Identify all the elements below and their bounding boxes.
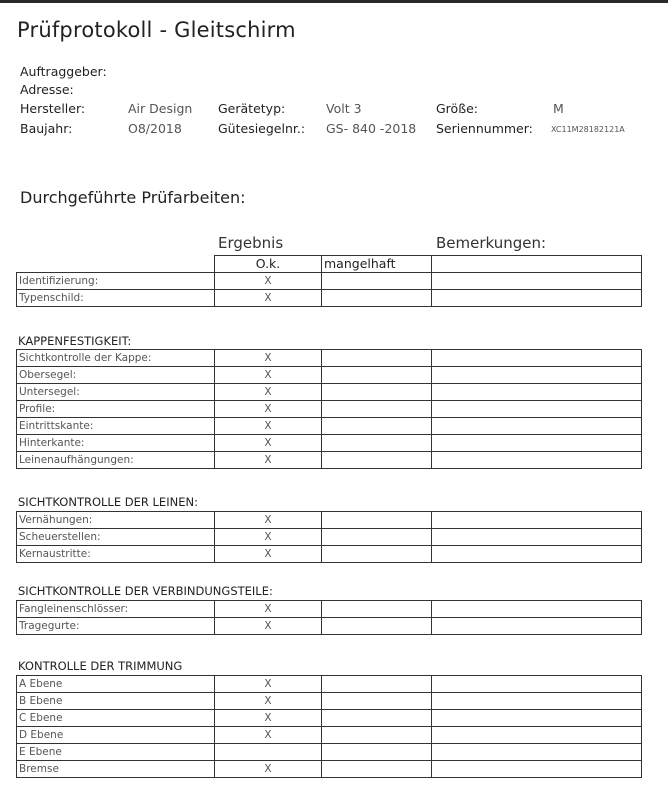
groesse-label: Größe:	[436, 101, 478, 116]
table-row	[17, 710, 642, 727]
table-kappenfestigkeit	[16, 349, 642, 469]
row-remark-cell	[432, 290, 642, 307]
header-bemerkungen-cell	[432, 256, 642, 273]
row-remark-cell	[432, 273, 642, 290]
row-label: Identifizierung:	[17, 273, 215, 290]
row-remark-cell	[432, 601, 642, 618]
table-row	[17, 367, 642, 384]
row-label: Untersegel:	[17, 384, 215, 401]
row-ok-cell: X	[215, 693, 322, 710]
row-label: Kernaustritte:	[17, 546, 215, 563]
table-row	[17, 418, 642, 435]
section-title: Durchgeführte Prüfarbeiten:	[20, 188, 246, 207]
row-ok-cell: X	[215, 273, 322, 290]
row-label: Eintrittskante:	[17, 418, 215, 435]
auftraggeber-label: Auftraggeber:	[20, 64, 107, 79]
row-mangelhaft-cell	[322, 601, 432, 618]
row-mangelhaft-cell	[322, 618, 432, 635]
seriennummer-value: XC11M28182121A	[551, 125, 625, 134]
row-remark-cell	[432, 761, 642, 778]
row-label: Bremse	[17, 761, 215, 778]
table-row	[17, 761, 642, 778]
group-title-leinen: SICHTKONTROLLE DER LEINEN:	[18, 495, 198, 509]
table-header-row	[17, 256, 642, 273]
row-mangelhaft-cell	[322, 290, 432, 307]
row-mangelhaft-cell	[322, 273, 432, 290]
row-label: Profile:	[17, 401, 215, 418]
row-remark-cell	[432, 676, 642, 693]
hersteller-value: Air Design	[128, 101, 193, 116]
row-mangelhaft-cell	[322, 401, 432, 418]
table-row	[17, 384, 642, 401]
row-mangelhaft-cell	[322, 546, 432, 563]
row-remark-cell	[432, 710, 642, 727]
header-mangelhaft-cell: mangelhaft	[322, 256, 432, 273]
table-row	[17, 290, 642, 307]
header-blank-cell	[17, 256, 215, 273]
row-ok-cell: X	[215, 418, 322, 435]
table-row	[17, 693, 642, 710]
row-mangelhaft-cell	[322, 529, 432, 546]
row-label: C Ebene	[17, 710, 215, 727]
row-ok-cell: X	[215, 401, 322, 418]
adresse-label: Adresse:	[20, 82, 74, 97]
row-ok-cell: X	[215, 367, 322, 384]
row-remark-cell	[432, 546, 642, 563]
row-ok-cell: X	[215, 618, 322, 635]
row-mangelhaft-cell	[322, 512, 432, 529]
column-heading-ergebnis: Ergebnis	[218, 234, 284, 252]
row-remark-cell	[432, 418, 642, 435]
group-title-verbindungsteile: SICHTKONTROLLE DER VERBINDUNGSTEILE:	[18, 584, 273, 598]
table-row	[17, 546, 642, 563]
row-label: Typenschild:	[17, 290, 215, 307]
baujahr-value: O8/2018	[128, 121, 182, 136]
row-remark-cell	[432, 435, 642, 452]
row-ok-cell: X	[215, 290, 322, 307]
row-mangelhaft-cell	[322, 452, 432, 469]
row-label: B Ebene	[17, 693, 215, 710]
row-remark-cell	[432, 727, 642, 744]
row-label: A Ebene	[17, 676, 215, 693]
row-remark-cell	[432, 384, 642, 401]
row-ok-cell: X	[215, 452, 322, 469]
row-label: Tragegurte:	[17, 618, 215, 635]
row-label: Obersegel:	[17, 367, 215, 384]
table-row	[17, 350, 642, 367]
row-label: Leinenaufhängungen:	[17, 452, 215, 469]
row-ok-cell: X	[215, 676, 322, 693]
table-row	[17, 618, 642, 635]
row-ok-cell: X	[215, 727, 322, 744]
column-heading-bemerkungen: Bemerkungen:	[436, 234, 547, 252]
row-mangelhaft-cell	[322, 710, 432, 727]
geraetetyp-label: Gerätetyp:	[218, 101, 286, 116]
row-mangelhaft-cell	[322, 418, 432, 435]
table-row	[17, 529, 642, 546]
top-border-line	[0, 0, 668, 3]
guetesiegel-label: Gütesiegelnr.:	[218, 121, 306, 136]
row-remark-cell	[432, 512, 642, 529]
row-ok-cell: X	[215, 601, 322, 618]
row-label: Vernähungen:	[17, 512, 215, 529]
table-row	[17, 744, 642, 761]
table-row	[17, 435, 642, 452]
table-trimmung	[16, 675, 642, 778]
table-row	[17, 401, 642, 418]
seriennummer-label: Seriennummer:	[436, 121, 533, 136]
table-row	[17, 452, 642, 469]
table-row	[17, 676, 642, 693]
row-mangelhaft-cell	[322, 744, 432, 761]
row-label: Fangleinenschlösser:	[17, 601, 215, 618]
group-title-trimmung: KONTROLLE DER TRIMMUNG	[18, 659, 183, 673]
guetesiegel-value: GS- 840 -2018	[326, 121, 417, 136]
row-ok-cell: X	[215, 350, 322, 367]
hersteller-label: Hersteller:	[20, 101, 86, 116]
row-mangelhaft-cell	[322, 435, 432, 452]
row-label: Scheuerstellen:	[17, 529, 215, 546]
baujahr-label: Baujahr:	[20, 121, 73, 136]
row-ok-cell	[215, 744, 322, 761]
row-mangelhaft-cell	[322, 727, 432, 744]
row-mangelhaft-cell	[322, 384, 432, 401]
table-identification	[16, 255, 642, 307]
header-ok-cell: O.k.	[215, 256, 322, 273]
row-remark-cell	[432, 401, 642, 418]
row-ok-cell: X	[215, 435, 322, 452]
row-mangelhaft-cell	[322, 676, 432, 693]
table-verbindungsteile	[16, 600, 642, 635]
row-mangelhaft-cell	[322, 350, 432, 367]
row-ok-cell: X	[215, 761, 322, 778]
row-ok-cell: X	[215, 710, 322, 727]
row-ok-cell: X	[215, 512, 322, 529]
table-row	[17, 512, 642, 529]
table-row	[17, 727, 642, 744]
row-label: Hinterkante:	[17, 435, 215, 452]
row-ok-cell: X	[215, 384, 322, 401]
row-mangelhaft-cell	[322, 367, 432, 384]
row-mangelhaft-cell	[322, 693, 432, 710]
row-label: Sichtkontrolle der Kappe:	[17, 350, 215, 367]
row-mangelhaft-cell	[322, 761, 432, 778]
geraetetyp-value: Volt 3	[326, 101, 362, 116]
group-title-kappenfestigkeit: KAPPENFESTIGKEIT:	[18, 334, 132, 348]
table-row	[17, 601, 642, 618]
table-leinen	[16, 511, 642, 563]
row-remark-cell	[432, 350, 642, 367]
row-remark-cell	[432, 529, 642, 546]
document-title: Prüfprotokoll - Gleitschirm	[17, 18, 296, 42]
row-remark-cell	[432, 744, 642, 761]
row-label: D Ebene	[17, 727, 215, 744]
row-ok-cell: X	[215, 529, 322, 546]
table-row	[17, 273, 642, 290]
row-remark-cell	[432, 367, 642, 384]
row-remark-cell	[432, 452, 642, 469]
row-remark-cell	[432, 618, 642, 635]
groesse-value: M	[553, 101, 564, 116]
row-label: E Ebene	[17, 744, 215, 761]
row-remark-cell	[432, 693, 642, 710]
row-ok-cell: X	[215, 546, 322, 563]
